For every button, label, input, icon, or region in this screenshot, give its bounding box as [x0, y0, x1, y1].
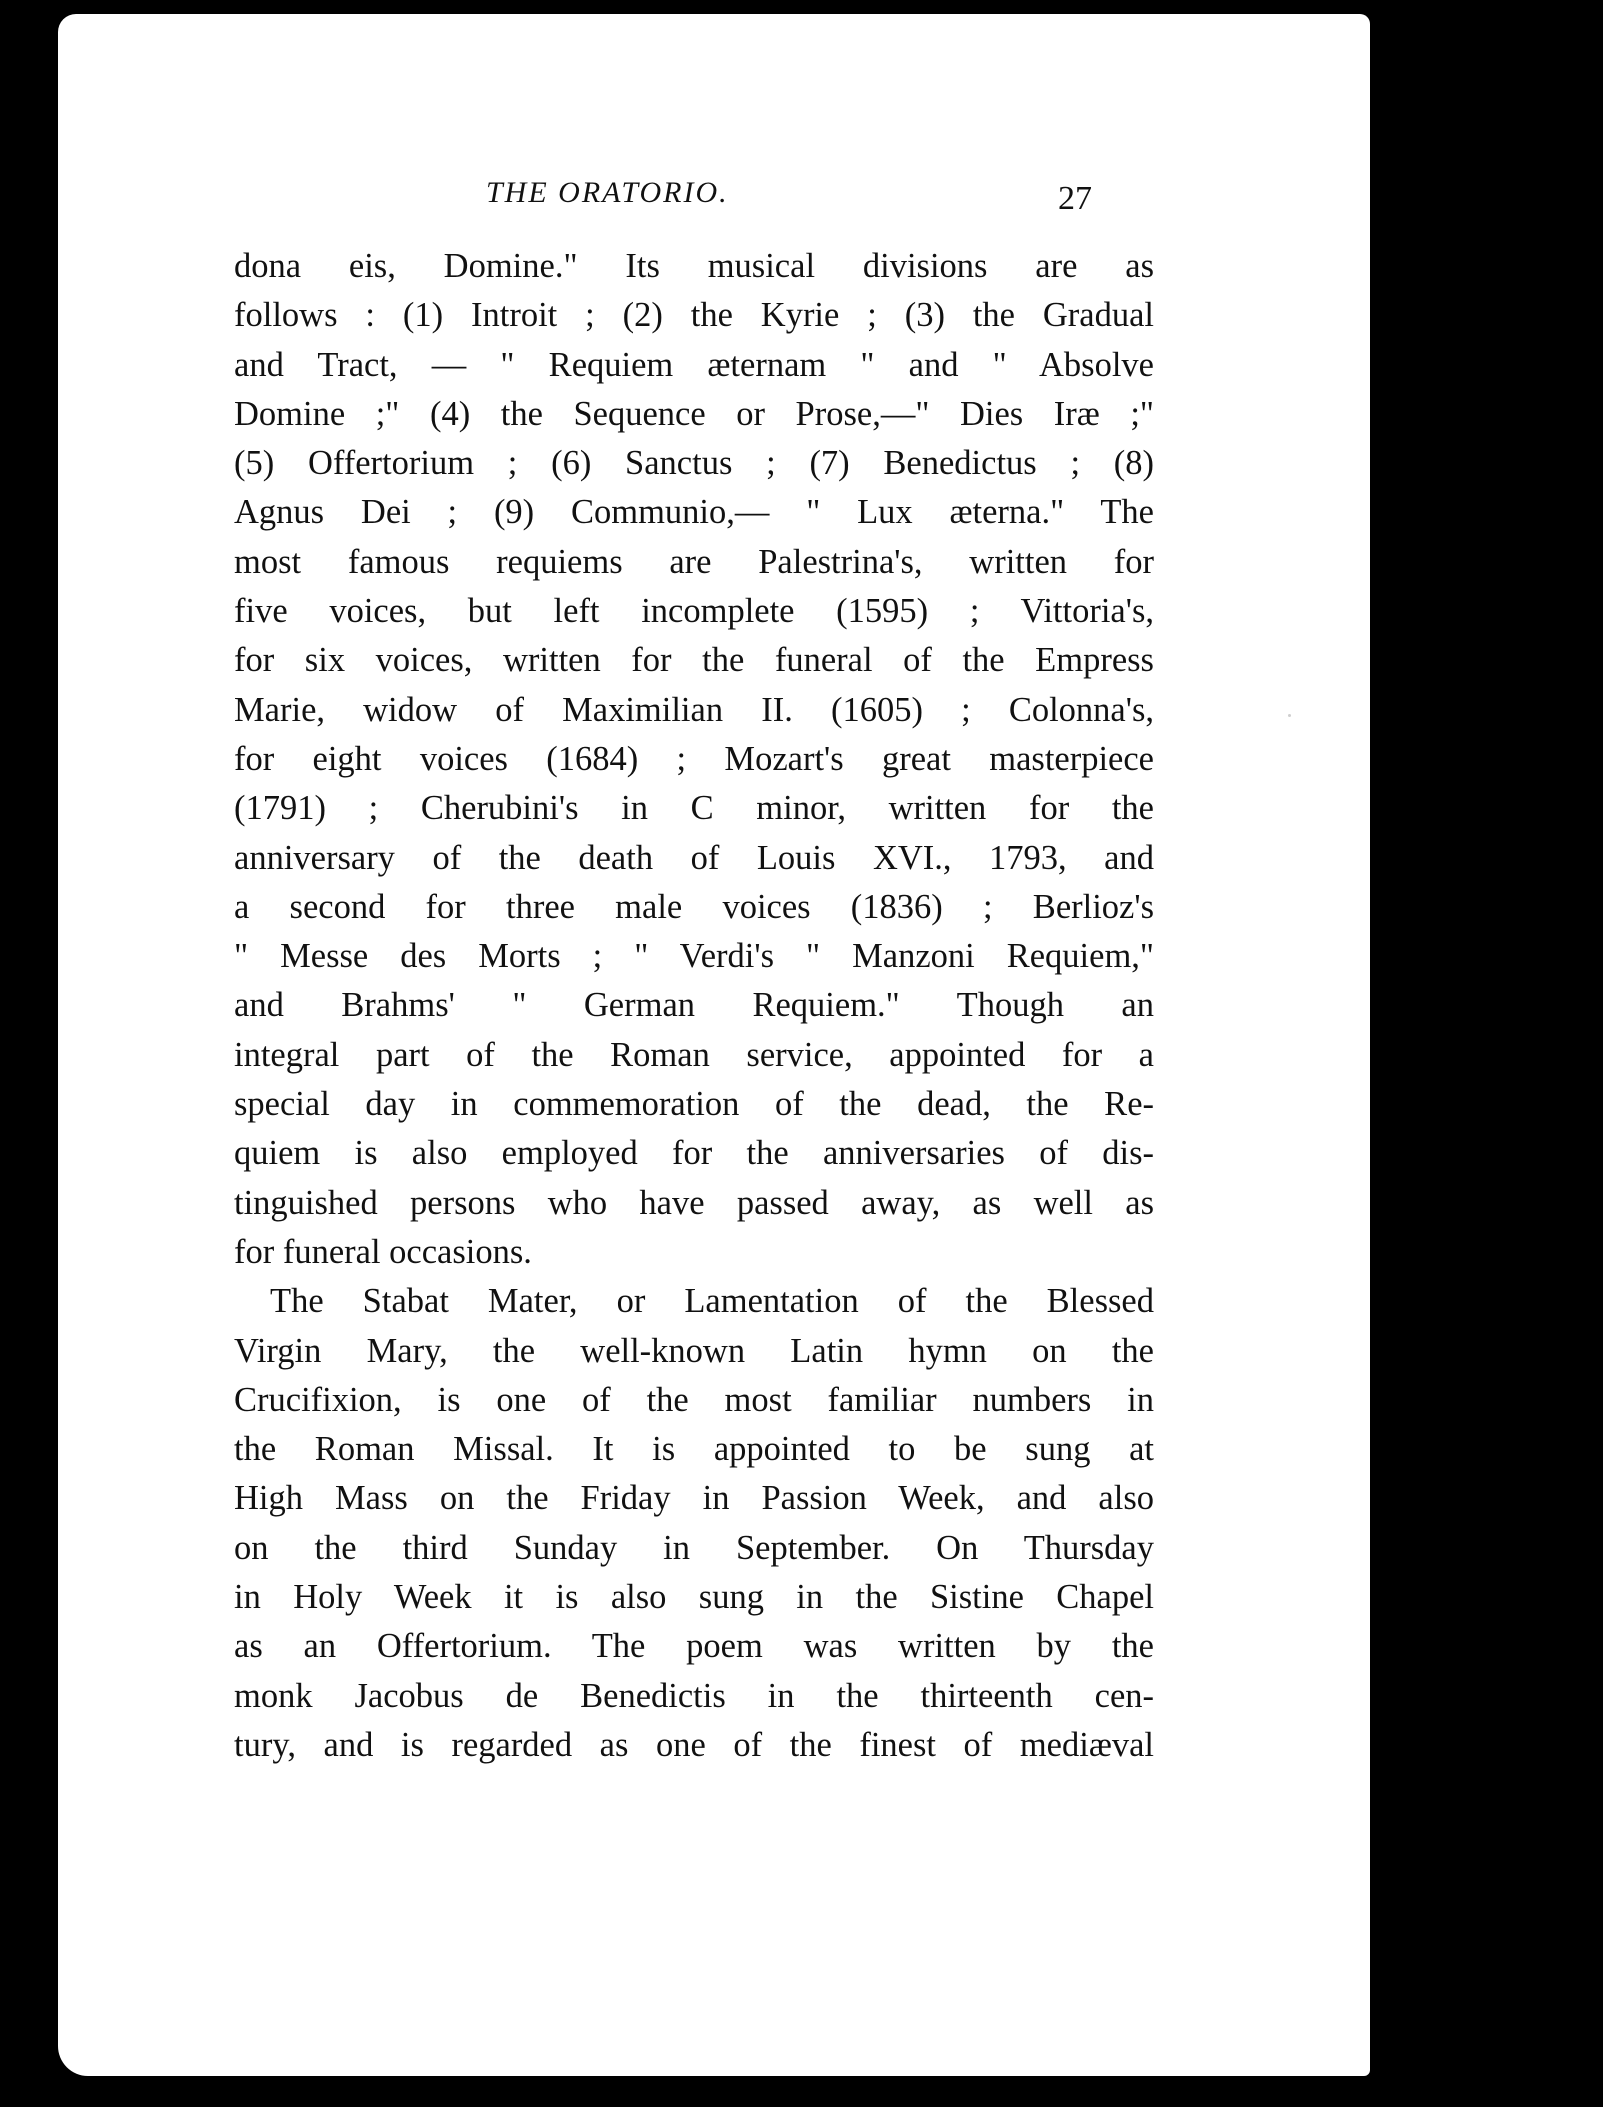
text-line: for eight voices (1684) ; Mozart's great masterpiece — [234, 739, 1154, 778]
text-line: tury, and is regarded as one of the finest of mediæval — [234, 1725, 1154, 1764]
page-number: 27 — [1058, 180, 1092, 217]
text-line: Crucifixion, is one of the most familiar numbers in — [234, 1380, 1154, 1419]
text-line: five voices, but left incomplete (1595) ; Vittoria's, — [234, 592, 1154, 631]
body-text — [234, 242, 1154, 1770]
text-line: follows : (1) Introit ; (2) the Kyrie ; (3) the Gradual — [234, 296, 1154, 335]
page-header — [58, 164, 1370, 224]
text-line: in Holy Week it is also sung in the Sistine Chapel — [234, 1578, 1154, 1617]
text-line: dona eis, Domine." Its musical divisions are as — [234, 247, 1154, 285]
text-line: for funeral occasions. — [234, 1232, 532, 1271]
text-line: for six voices, written for the funeral of the Empress — [234, 641, 1154, 680]
text-line: High Mass on the Friday in Passion Week, and also — [234, 1479, 1154, 1518]
text-line: integral part of the Roman service, appointed for a — [234, 1035, 1154, 1074]
text-line: a second for three male voices (1836) ; Berlioz's — [234, 887, 1154, 926]
text-line: quiem is also employed for the anniversaries of dis- — [234, 1134, 1154, 1173]
text-line: special day in commemoration of the dead, the Re- — [234, 1085, 1154, 1124]
text-line: and Tract, — " Requiem æternam " and " Absolve — [234, 345, 1154, 384]
text-line: the Roman Missal. It is appointed to be sung at — [234, 1430, 1154, 1469]
text-line: Marie, widow of Maximilian II. (1605) ; Colonna's, — [234, 690, 1154, 729]
text-line: as an Offertorium. The poem was written by the — [234, 1627, 1154, 1666]
text-line: most famous requiems are Palestrina's, written for — [234, 542, 1154, 581]
text-line: Domine ;" (4) the Sequence or Prose,—" Dies Iræ ;" — [234, 394, 1154, 433]
paragraph-stabat-mater — [234, 1277, 1154, 1770]
paper-speck — [1288, 714, 1291, 717]
text-line: The Stabat Mater, or Lamentation of the Blessed — [270, 1282, 1154, 1321]
text-line: " Messe des Morts ; " Verdi's " Manzoni Requiem," — [234, 937, 1154, 976]
text-line: Agnus Dei ; (9) Communio,— " Lux æterna." The — [234, 493, 1154, 532]
text-line: on the third Sunday in September. On Thursday — [234, 1528, 1154, 1567]
text-line: and Brahms' " German Requiem." Though an — [234, 986, 1154, 1025]
running-title: THE ORATORIO. — [486, 176, 729, 209]
text-line: (1791) ; Cherubini's in C minor, written for the — [234, 789, 1154, 828]
paragraph-requiem — [234, 242, 1154, 1277]
book-page — [58, 14, 1370, 2076]
text-line: monk Jacobus de Benedictis in the thirteenth cen- — [234, 1676, 1154, 1715]
text-line: anniversary of the death of Louis XVI., 1793, and — [234, 838, 1154, 877]
text-line: tinguished persons who have passed away, as well as — [234, 1183, 1154, 1222]
text-line: Virgin Mary, the well-known Latin hymn on the — [234, 1331, 1154, 1370]
text-line: (5) Offertorium ; (6) Sanctus ; (7) Benedictus ; (8) — [234, 444, 1154, 483]
